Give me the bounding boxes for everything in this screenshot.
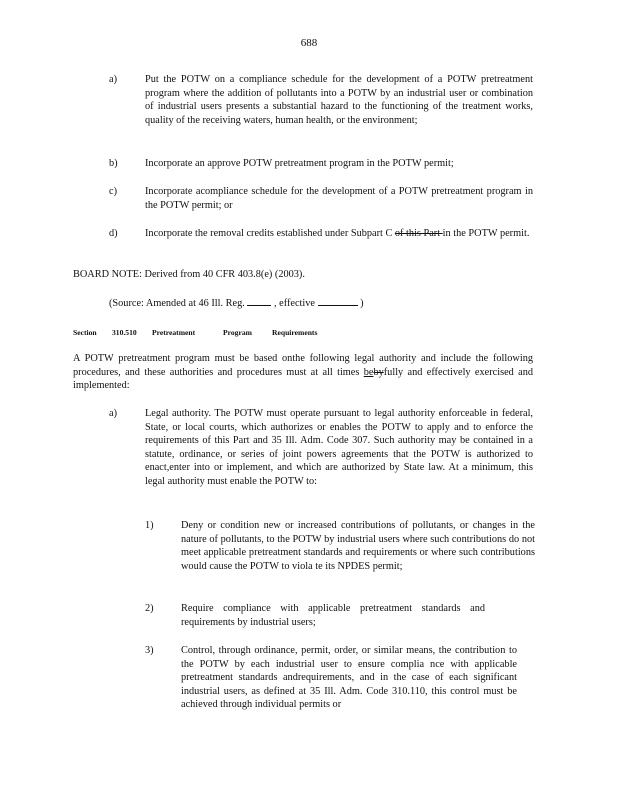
underlined-text: be bbox=[363, 366, 374, 378]
source-prefix: (Source: Amended at 46 Ill. Reg. bbox=[109, 298, 245, 309]
page-number: 688 bbox=[300, 37, 318, 49]
section-title-word: Pretreatment bbox=[152, 328, 196, 337]
list-item-label: c) bbox=[109, 186, 117, 197]
list-item-label: 2) bbox=[145, 603, 154, 614]
list-item-label: a) bbox=[109, 408, 117, 419]
list-item-label: b) bbox=[109, 158, 118, 169]
section-number: 310.510 bbox=[112, 328, 137, 337]
text-run: A POTW pretreatment program must be based onthe following legal authority and include the following procedures, and these authorities and procedures must at all times bbox=[73, 353, 533, 378]
list-item-text: Incorporate an approve POTW pretreatment program in the POTW permit; bbox=[145, 158, 454, 169]
list-item-text: Put the POTW on a compliance schedule for the development of a POTW pretreatment program where the addition of pollutants into a POTW by an industrial user or combination of industrial users presents a substantial hazard to the functioning of the treatment works, quality of the receiving waters, human health, or the environment; bbox=[145, 74, 533, 126]
list-item-label: d) bbox=[109, 228, 118, 239]
source-middle: , effective bbox=[274, 298, 315, 309]
source-note bbox=[109, 296, 539, 311]
text-run: Incorporate the removal credits established under Subpart C bbox=[145, 228, 395, 239]
list-item-label: a) bbox=[109, 74, 117, 85]
list-item-text bbox=[145, 227, 533, 241]
text-run: fully and effectively exercised and implemented: bbox=[73, 366, 533, 392]
list-item-label: 1) bbox=[145, 520, 154, 531]
section-title-word: Requirements bbox=[272, 328, 318, 337]
blank-line bbox=[318, 296, 358, 306]
blank-line bbox=[247, 296, 271, 306]
section-label: Section bbox=[73, 328, 97, 337]
list-item-text: Deny or condition new or increased contributions of pollutants, or changes in the nature of pollutants, to the POTW by industrial users where such contributions do not meet applicable pretreatment standards and requirements or where such contributions would cause the POTW to viola te its NPDES permit; bbox=[181, 520, 535, 572]
text-run: in the POTW permit. bbox=[442, 228, 530, 239]
intro-paragraph bbox=[73, 352, 533, 393]
struck-text: by bbox=[373, 366, 384, 378]
struck-text: of this Part bbox=[394, 228, 443, 239]
list-item-text: Legal authority. The POTW must operate pursuant to legal authority enforceable in federal, State, or local courts, which authorizes or enables the POTW to apply and to enforce the requirements of this Part and 35 Ill. Adm. Code 307. Such authority may be contained in a statute, ordinance, or series of joint powers agreements that the POTW is authorized to enact,enter into or implement, and which are authorized by State law. At a minimum, this legal authority must enable the POTW to: bbox=[145, 408, 533, 487]
source-suffix: ) bbox=[360, 298, 364, 309]
list-item-text: Incorporate acompliance schedule for the development of a POTW pretreatment program in the POTW permit; or bbox=[145, 186, 533, 211]
board-note: BOARD NOTE: Derived from 40 CFR 403.8(e) (2003). bbox=[73, 269, 305, 280]
list-item-label: 3) bbox=[145, 645, 154, 656]
list-item-text: Require compliance with applicable pretreatment standards and requirements by industrial users; bbox=[181, 603, 485, 628]
section-title-word: Program bbox=[223, 328, 252, 337]
list-item-text: Control, through ordinance, permit, order, or similar means, the contribution to the POTW by each industrial user to ensure complia nce with applicable pretreatment standards andrequirements, and in the case of each significant industrial users, as defined at 35 Ill. Adm. Code 310.110, this control must be achieved through individual permits or bbox=[181, 645, 517, 711]
